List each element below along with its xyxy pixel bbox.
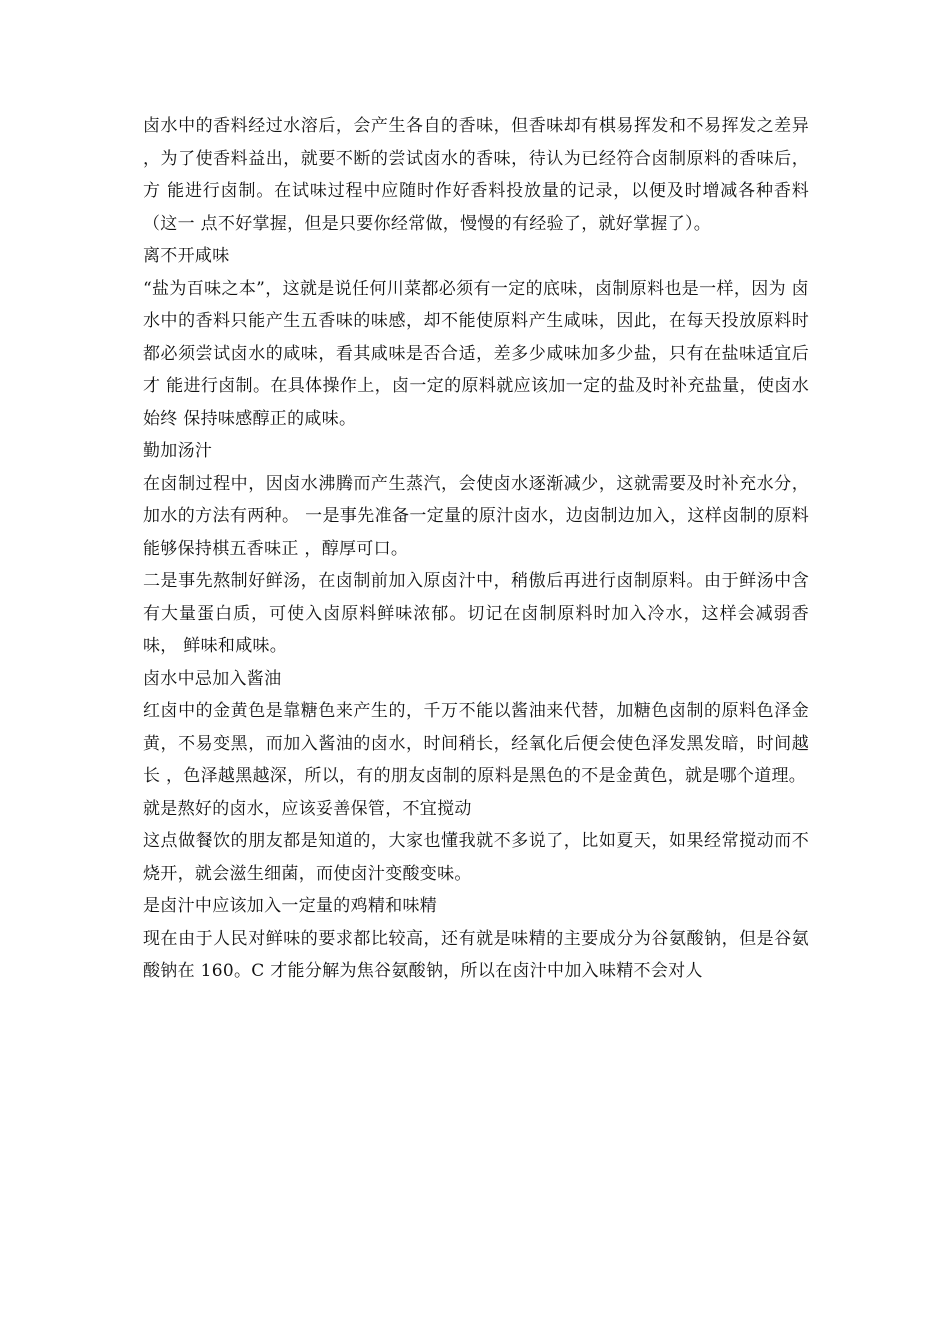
paragraph-caramel-color: 红卤中的金黄色是靠糖色来产生的，千万不能以酱油来代替，加糖色卤制的原料色泽金 黄，不易变黑，而加入酱油的卤水，时间稍长，经氧化后便会使色泽发黑发暗，时间越长 ，色泽越黑越深，所以，有的朋友卤制的原料是黑色的不是金黄色，就是哪个道理。 [143,701,809,786]
heading-msg: 是卤汁中应该加入一定量的鸡精和味精 [143,896,438,916]
heading-add-broth: 勤加汤汁 [143,441,213,461]
paragraph-salt: “盐为百味之本”，这就是说任何川菜都必须有一定的底味，卤制原料也是一样，因为 卤水中的香料只能产生五香味的味感，却不能使原料产生咸味，因此，在每天投放原料时 都必须尝试卤水的咸味，看其咸味是否合适，差多少咸味加多少盐，只有在盐味适宜后才 能进行卤制。在具体操作上，卤一定的原料就应该加一定的盐及时补充盐量，使卤水始终 保持味感醇正的咸味。 [143,278,809,429]
paragraph-msg: 现在由于人民对鲜味的要求都比较高，还有就是味精的主要成分为谷氨酸钠，但是谷氨酸钠在 160。C 才能分解为焦谷氨酸钠，所以在卤汁中加入味精不会对人 [143,928,809,981]
paragraph-add-water: 在卤制过程中，因卤水沸腾而产生蒸汽，会使卤水逐渐减少，这就需要及时补充水分， 加水的方法有两种。 一是事先准备一定量的原汁卤水，边卤制边加入，这样卤制的原料能够保持棋五香味正 ，醇厚可口。 [143,473,809,559]
paragraph-fresh-broth: 二是事先熬制好鲜汤，在卤制前加入原卤汁中，稍傲后再进行卤制原料。由于鲜汤中含 有大量蛋白质，可使入卤原料鲜味浓郁。切记在卤制原料时加入冷水，这样会减弱香味， 鲜味和咸味。 [143,571,809,656]
heading-storage: 就是熬好的卤水，应该妥善保管，不宜搅动 [143,798,472,819]
paragraph-spice-aroma: 卤水中的香料经过水溶后，会产生各自的香味，但香味却有棋易挥发和不易挥发之差异 ，为了使香料益出，就要不断的尝试卤水的香味，待认为已经符合卤制原料的香味后，方 能进行卤制。在试味过程中应随时作好香料投放量的记录，以便及时增减各种香料（这一 点不好掌握，但是只要你经常做，慢慢的有经验了，就好掌握了）。 [143,116,809,234]
heading-no-soy-sauce: 卤水中忌加入酱油 [143,668,282,689]
paragraph-storage: 这点做餐饮的朋友都是知道的，大家也懂我就不多说了，比如夏天，如果经常搅动而不 烧开，就会滋生细菌，而使卤汁变酸变味。 [143,831,809,884]
document-page [143,110,809,988]
heading-salty-taste: 离不开咸味 [143,246,230,266]
